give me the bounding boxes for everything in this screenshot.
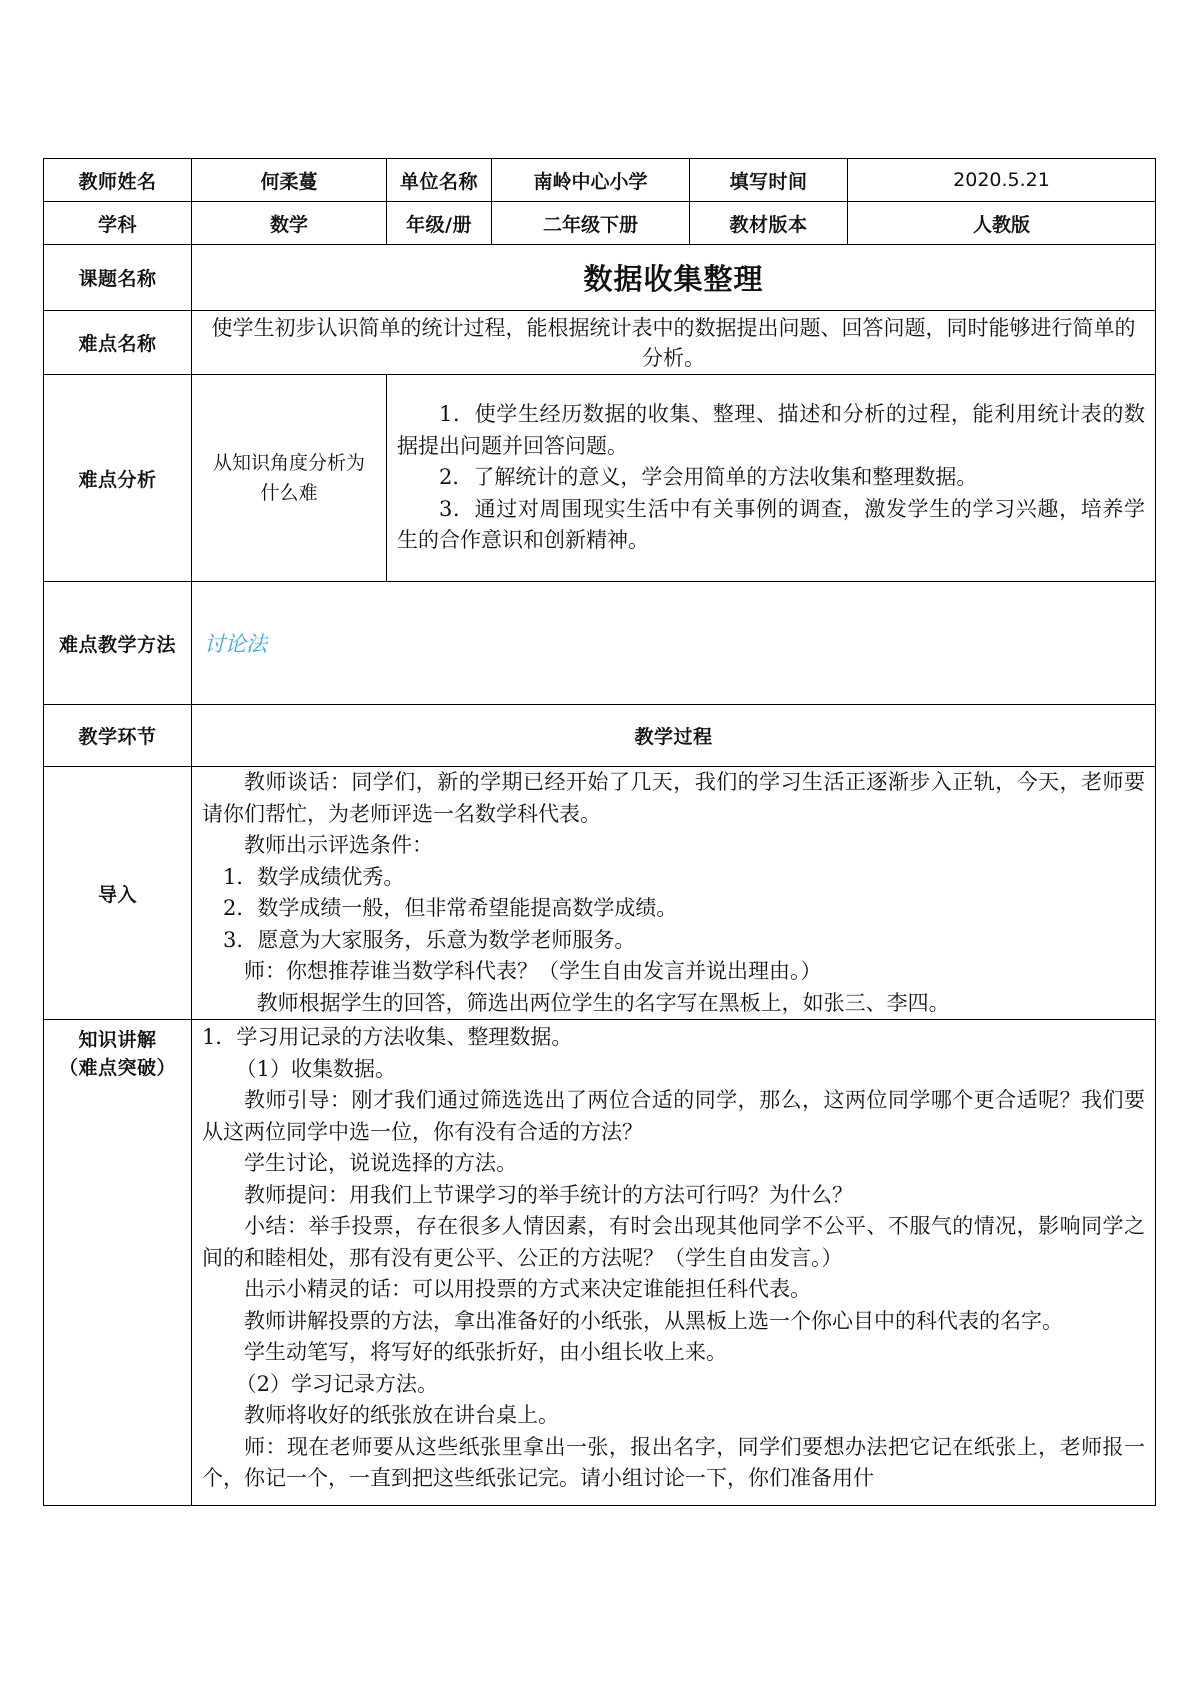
unit-name-label: 单位名称 <box>387 159 492 202</box>
difficulty-label: 难点名称 <box>44 311 192 375</box>
header-row-1 <box>44 159 1156 202</box>
difficulty-row <box>44 311 1156 375</box>
method-label: 难点教学方法 <box>44 582 192 705</box>
intro-line-2: 教师出示评选条件： <box>244 833 433 857</box>
teacher-name-label: 教师姓名 <box>44 159 192 202</box>
intro-line-3: 1．数学成绩优秀。 <box>223 864 405 889</box>
subject-label: 学科 <box>44 202 192 245</box>
unit-name-value: 南岭中心小学 <box>492 159 690 202</box>
analysis-item-2: 2．了解统计的意义，学会用简单的方法收集和整理数据。 <box>439 465 978 490</box>
grade-label: 年级/册 <box>387 202 492 245</box>
analysis-sub-label: 从知识角度分析为什么难 <box>192 375 387 582</box>
knowledge-row <box>44 1020 1156 1506</box>
method-row <box>44 582 1156 705</box>
knowledge-line-9: 学生动笔写，将写好的纸张折好，由小组长收上来。 <box>244 1340 727 1364</box>
method-value: 讨论法 <box>204 632 267 656</box>
method-cell <box>192 582 1156 705</box>
knowledge-line-11: 教师将收好的纸张放在讲台桌上。 <box>244 1403 559 1427</box>
lesson-plan-table <box>43 158 1156 1506</box>
intro-line-4: 2．数学成绩一般，但非常希望能提高数学成绩。 <box>223 896 678 920</box>
knowledge-line-4: 学生讨论，说说选择的方法。 <box>244 1151 517 1175</box>
knowledge-label-line2: （难点突破） <box>58 1057 176 1079</box>
knowledge-line-2: （1）收集数据。 <box>235 1056 396 1081</box>
intro-content <box>192 767 1156 1020</box>
edition-label: 教材版本 <box>690 202 848 245</box>
knowledge-line-12: 师：现在老师要从这些纸张里拿出一张，报出名字，同学们要想办法把它记在纸张上，老师报一个，你记一个，一直到把这些纸张记完。请小组讨论一下，你们准备用什 <box>202 1434 1145 1490</box>
knowledge-line-8: 教师讲解投票的方法，拿出准备好的小纸张，从黑板上选一个你心目中的科代表的名字。 <box>244 1308 1063 1333</box>
analysis-content <box>387 375 1156 582</box>
intro-line-1: 教师谈话：同学们，新的学期已经开始了几天，我们的学习生活正逐渐步入正轨，今天，老师要请你们帮忙，为老师评选一名数学科代表。 <box>202 770 1145 826</box>
knowledge-label-line1: 知识讲解 <box>78 1029 157 1051</box>
analysis-label: 难点分析 <box>44 375 192 582</box>
knowledge-line-10: （2）学习记录方法。 <box>235 1371 438 1396</box>
subject-value: 数学 <box>192 202 387 245</box>
knowledge-line-5: 教师提问：用我们上节课学习的举手统计的方法可行吗？为什么？ <box>244 1182 853 1207</box>
intro-label: 导入 <box>44 767 192 1020</box>
analysis-item-1: 1．使学生经历数据的收集、整理、描述和分析的过程，能利用统计表的数据提出问题并回答问题。 <box>397 402 1145 458</box>
knowledge-line-1: 1．学习用记录的方法收集、整理数据。 <box>202 1025 573 1049</box>
fill-date-label: 填写时间 <box>690 159 848 202</box>
knowledge-label <box>44 1020 192 1506</box>
fill-date-value: 2020.5.21 <box>848 159 1156 202</box>
edition-value: 人教版 <box>848 202 1156 245</box>
intro-line-5: 3．愿意为大家服务，乐意为数学老师服务。 <box>223 927 636 952</box>
process-header-row <box>44 705 1156 767</box>
grade-value: 二年级下册 <box>492 202 690 245</box>
process-header: 教学过程 <box>192 705 1156 767</box>
intro-line-6: 师：你想推荐谁当数学科代表？（学生自由发言并说出理由。） <box>244 959 822 983</box>
knowledge-line-6: 小结：举手投票，存在很多人情因素，有时会出现其他同学不公平、不服气的情况，影响同学之间的和睦相处，那有没有更公平、公正的方法呢？（学生自由发言。） <box>202 1214 1145 1270</box>
intro-row <box>44 767 1156 1020</box>
header-row-2 <box>44 202 1156 245</box>
teacher-name-value: 何柔蔓 <box>192 159 387 202</box>
analysis-row <box>44 375 1156 582</box>
topic-label: 课题名称 <box>44 245 192 311</box>
intro-line-7: 教师根据学生的回答，筛选出两位学生的名字写在黑板上，如张三、李四。 <box>256 990 950 1015</box>
analysis-item-3: 3．通过对周围现实生活中有关事例的调查，激发学生的学习兴趣，培养学生的合作意识和创新精神。 <box>397 496 1145 553</box>
knowledge-content <box>192 1020 1156 1506</box>
stage-header: 教学环节 <box>44 705 192 767</box>
topic-row <box>44 245 1156 311</box>
topic-title: 数据收集整理 <box>192 245 1156 311</box>
difficulty-text: 使学生初步认识简单的统计过程，能根据统计表中的数据提出问题、回答问题，同时能够进行简单的分析。 <box>192 311 1156 375</box>
knowledge-line-7: 出示小精灵的话：可以用投票的方式来决定谁能担任科代表。 <box>244 1277 811 1301</box>
knowledge-line-3: 教师引导：刚才我们通过筛选选出了两位合适的同学，那么，这两位同学哪个更合适呢？我们要从这两位同学中选一位，你有没有合适的方法？ <box>202 1088 1145 1144</box>
